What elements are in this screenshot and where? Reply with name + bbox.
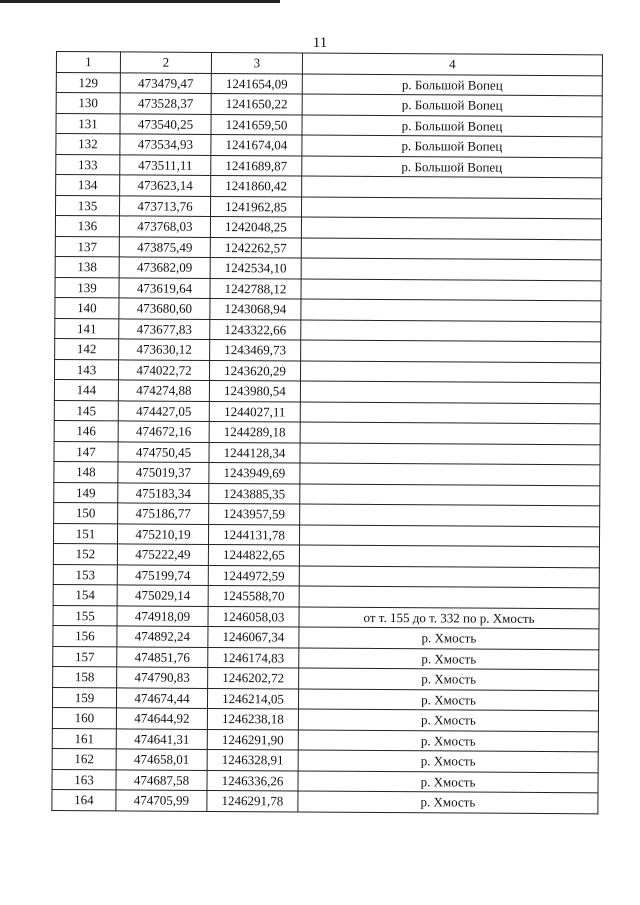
point-number-cell: 129 <box>56 72 120 93</box>
x-coordinate-cell: 473682,09 <box>119 257 210 278</box>
table-row <box>55 256 601 280</box>
y-coordinate-cell: 1243322,66 <box>210 319 301 340</box>
description-cell <box>302 176 602 198</box>
x-coordinate-cell: 474851,76 <box>117 646 208 667</box>
column-header-3: 3 <box>211 52 302 73</box>
description-cell <box>299 545 599 567</box>
y-coordinate-cell: 1244972,59 <box>208 565 299 586</box>
point-number-cell: 140 <box>55 297 119 318</box>
y-coordinate-cell: 1246328,91 <box>207 749 298 770</box>
description-cell <box>301 258 601 280</box>
point-number-cell: 133 <box>56 154 120 175</box>
y-coordinate-cell: 1242534,10 <box>210 257 301 278</box>
description-cell <box>300 422 600 444</box>
column-header-4: 4 <box>302 53 602 75</box>
y-coordinate-cell: 1244027,11 <box>209 401 300 422</box>
table-row <box>54 502 600 526</box>
description-cell: р. Большой Вопец <box>302 115 602 137</box>
description-cell <box>300 504 600 526</box>
x-coordinate-cell: 473713,76 <box>119 195 210 216</box>
description-cell: р. Большой Вопец <box>302 156 602 178</box>
table-body <box>52 72 602 813</box>
description-cell <box>301 320 601 342</box>
point-number-cell: 139 <box>55 277 119 298</box>
description-cell: р. Хмость <box>299 668 599 690</box>
point-number-cell: 152 <box>53 543 117 564</box>
table-row <box>54 379 600 403</box>
table-row <box>54 420 600 444</box>
x-coordinate-cell: 473534,93 <box>120 134 211 155</box>
x-coordinate-cell: 474641,31 <box>116 728 207 749</box>
point-number-cell: 164 <box>52 789 116 810</box>
x-coordinate-cell: 475210,19 <box>117 523 208 544</box>
table-row <box>55 338 601 362</box>
x-coordinate-cell: 474892,24 <box>117 626 208 647</box>
x-coordinate-cell: 474427,05 <box>118 400 209 421</box>
description-cell: р. Большой Вопец <box>302 135 602 157</box>
point-number-cell: 131 <box>56 113 120 134</box>
y-coordinate-cell: 1246202,72 <box>208 667 299 688</box>
y-coordinate-cell: 1243885,35 <box>209 483 300 504</box>
point-number-cell: 145 <box>54 400 118 421</box>
y-coordinate-cell: 1243068,94 <box>210 298 301 319</box>
table-row <box>55 215 601 239</box>
y-coordinate-cell: 1244289,18 <box>209 421 300 442</box>
x-coordinate-cell: 474750,45 <box>118 441 209 462</box>
page-number: 11 <box>312 35 328 51</box>
x-coordinate-cell: 473528,37 <box>120 93 211 114</box>
table-row <box>55 297 601 321</box>
point-number-cell: 151 <box>53 523 117 544</box>
description-cell <box>299 565 599 587</box>
y-coordinate-cell: 1242048,25 <box>210 216 301 237</box>
table-row <box>55 195 601 219</box>
x-coordinate-cell: 474274,88 <box>118 380 209 401</box>
x-coordinate-cell: 474674,44 <box>116 687 207 708</box>
point-number-cell: 157 <box>53 646 117 667</box>
table-row <box>52 748 598 772</box>
description-cell <box>300 381 600 403</box>
table-row <box>56 154 602 178</box>
description-cell: р. Хмость <box>298 770 598 792</box>
table-row <box>55 277 601 301</box>
description-cell: р. Большой Вопец <box>302 94 602 116</box>
point-number-cell: 155 <box>53 605 117 626</box>
y-coordinate-cell: 1242788,12 <box>210 278 301 299</box>
point-number-cell: 148 <box>54 461 118 482</box>
y-coordinate-cell: 1246174,83 <box>208 647 299 668</box>
x-coordinate-cell: 473677,83 <box>119 318 210 339</box>
x-coordinate-cell: 474658,01 <box>116 749 207 770</box>
description-cell <box>300 401 600 423</box>
point-number-cell: 134 <box>56 175 120 196</box>
description-cell <box>301 340 601 362</box>
x-coordinate-cell: 475199,74 <box>117 564 208 585</box>
y-coordinate-cell: 1246291,90 <box>207 729 298 750</box>
description-cell: р. Большой Вопец <box>302 74 602 96</box>
description-cell: р. Хмость <box>298 688 598 710</box>
table-row <box>53 523 599 547</box>
y-coordinate-cell: 1244128,34 <box>209 442 300 463</box>
table-row <box>55 236 601 260</box>
y-coordinate-cell: 1241659,50 <box>211 114 302 135</box>
description-cell <box>301 217 601 239</box>
point-number-cell: 150 <box>54 502 118 523</box>
table-row <box>54 400 600 424</box>
column-header-1: 1 <box>56 52 120 73</box>
description-cell: р. Хмость <box>298 729 598 751</box>
point-number-cell: 135 <box>55 195 119 216</box>
point-number-cell: 154 <box>53 584 117 605</box>
description-cell: р. Хмость <box>298 709 598 731</box>
y-coordinate-cell: 1241674,04 <box>211 134 302 155</box>
x-coordinate-cell: 473680,60 <box>119 298 210 319</box>
x-coordinate-cell: 473630,12 <box>119 339 210 360</box>
point-number-cell: 160 <box>52 707 116 728</box>
x-coordinate-cell: 475183,34 <box>118 482 209 503</box>
description-cell <box>301 279 601 301</box>
x-coordinate-cell: 474672,16 <box>118 421 209 442</box>
y-coordinate-cell: 1241689,87 <box>211 155 302 176</box>
x-coordinate-cell: 474918,09 <box>117 605 208 626</box>
y-coordinate-cell: 1243957,59 <box>209 503 300 524</box>
y-coordinate-cell: 1244131,78 <box>208 524 299 545</box>
table-row <box>54 461 600 485</box>
x-coordinate-cell: 475019,37 <box>118 462 209 483</box>
x-coordinate-cell: 473479,47 <box>120 72 211 93</box>
description-cell: р. Хмость <box>298 750 598 772</box>
x-coordinate-cell: 475186,77 <box>118 503 209 524</box>
point-number-cell: 137 <box>55 236 119 257</box>
y-coordinate-cell: 1243469,73 <box>210 339 301 360</box>
y-coordinate-cell: 1246336,26 <box>207 770 298 791</box>
y-coordinate-cell: 1246214,05 <box>207 688 298 709</box>
x-coordinate-cell: 473540,25 <box>120 113 211 134</box>
point-number-cell: 146 <box>54 420 118 441</box>
point-number-cell: 144 <box>54 379 118 400</box>
point-number-cell: 153 <box>53 564 117 585</box>
x-coordinate-cell: 473619,64 <box>119 277 210 298</box>
x-coordinate-cell: 473623,14 <box>120 175 211 196</box>
table-row <box>54 441 600 465</box>
y-coordinate-cell: 1243980,54 <box>209 380 300 401</box>
x-coordinate-cell: 473875,49 <box>119 236 210 257</box>
description-cell <box>300 463 600 485</box>
x-coordinate-cell: 473511,11 <box>120 154 211 175</box>
x-coordinate-cell: 474790,83 <box>117 667 208 688</box>
y-coordinate-cell: 1245588,70 <box>208 585 299 606</box>
description-cell <box>300 442 600 464</box>
point-number-cell: 130 <box>56 93 120 114</box>
point-number-cell: 158 <box>53 666 117 687</box>
coordinates-table <box>51 51 603 814</box>
description-cell <box>301 299 601 321</box>
table-row <box>56 113 602 137</box>
y-coordinate-cell: 1242262,57 <box>210 237 301 258</box>
x-coordinate-cell: 475222,49 <box>117 544 208 565</box>
y-coordinate-cell: 1241962,85 <box>210 196 301 217</box>
y-coordinate-cell: 1246058,03 <box>208 606 299 627</box>
table-row <box>56 134 602 158</box>
table-row <box>56 175 602 199</box>
y-coordinate-cell: 1243620,29 <box>209 360 300 381</box>
point-number-cell: 143 <box>54 359 118 380</box>
table-row <box>56 93 602 117</box>
x-coordinate-cell: 474022,72 <box>118 359 209 380</box>
point-number-cell: 161 <box>52 728 116 749</box>
y-coordinate-cell: 1241654,09 <box>211 73 302 94</box>
y-coordinate-cell: 1246291,78 <box>207 790 298 811</box>
table-row <box>52 789 598 813</box>
table-row <box>56 72 602 96</box>
point-number-cell: 163 <box>52 769 116 790</box>
point-number-cell: 147 <box>54 441 118 462</box>
x-coordinate-cell: 474644,92 <box>116 708 207 729</box>
description-cell <box>299 586 599 608</box>
description-cell <box>299 524 599 546</box>
scan-edge-line <box>0 0 280 3</box>
description-cell: р. Хмость <box>299 647 599 669</box>
x-coordinate-cell: 474705,99 <box>116 790 207 811</box>
description-cell: р. Хмость <box>298 791 598 813</box>
y-coordinate-cell: 1244822,65 <box>208 544 299 565</box>
description-cell <box>301 238 601 260</box>
point-number-cell: 149 <box>54 482 118 503</box>
point-number-cell: 156 <box>53 625 117 646</box>
column-header-2: 2 <box>120 52 211 73</box>
y-coordinate-cell: 1243949,69 <box>209 462 300 483</box>
x-coordinate-cell: 473768,03 <box>119 216 210 237</box>
description-cell <box>300 361 600 383</box>
x-coordinate-cell: 474687,58 <box>116 769 207 790</box>
description-cell <box>300 483 600 505</box>
description-cell: р. Хмость <box>299 627 599 649</box>
point-number-cell: 142 <box>55 338 119 359</box>
y-coordinate-cell: 1246067,34 <box>208 626 299 647</box>
description-cell: от т. 155 до т. 332 по р. Хмость <box>299 606 599 628</box>
point-number-cell: 162 <box>52 748 116 769</box>
y-coordinate-cell: 1241860,42 <box>211 175 302 196</box>
y-coordinate-cell: 1241650,22 <box>211 93 302 114</box>
point-number-cell: 141 <box>55 318 119 339</box>
table-row <box>55 318 601 342</box>
table-row <box>54 482 600 506</box>
point-number-cell: 138 <box>55 256 119 277</box>
x-coordinate-cell: 475029,14 <box>117 585 208 606</box>
point-number-cell: 159 <box>52 687 116 708</box>
point-number-cell: 132 <box>56 134 120 155</box>
table-row <box>52 769 598 793</box>
y-coordinate-cell: 1246238,18 <box>207 708 298 729</box>
point-number-cell: 136 <box>55 215 119 236</box>
table-row <box>54 359 600 383</box>
description-cell <box>301 197 601 219</box>
